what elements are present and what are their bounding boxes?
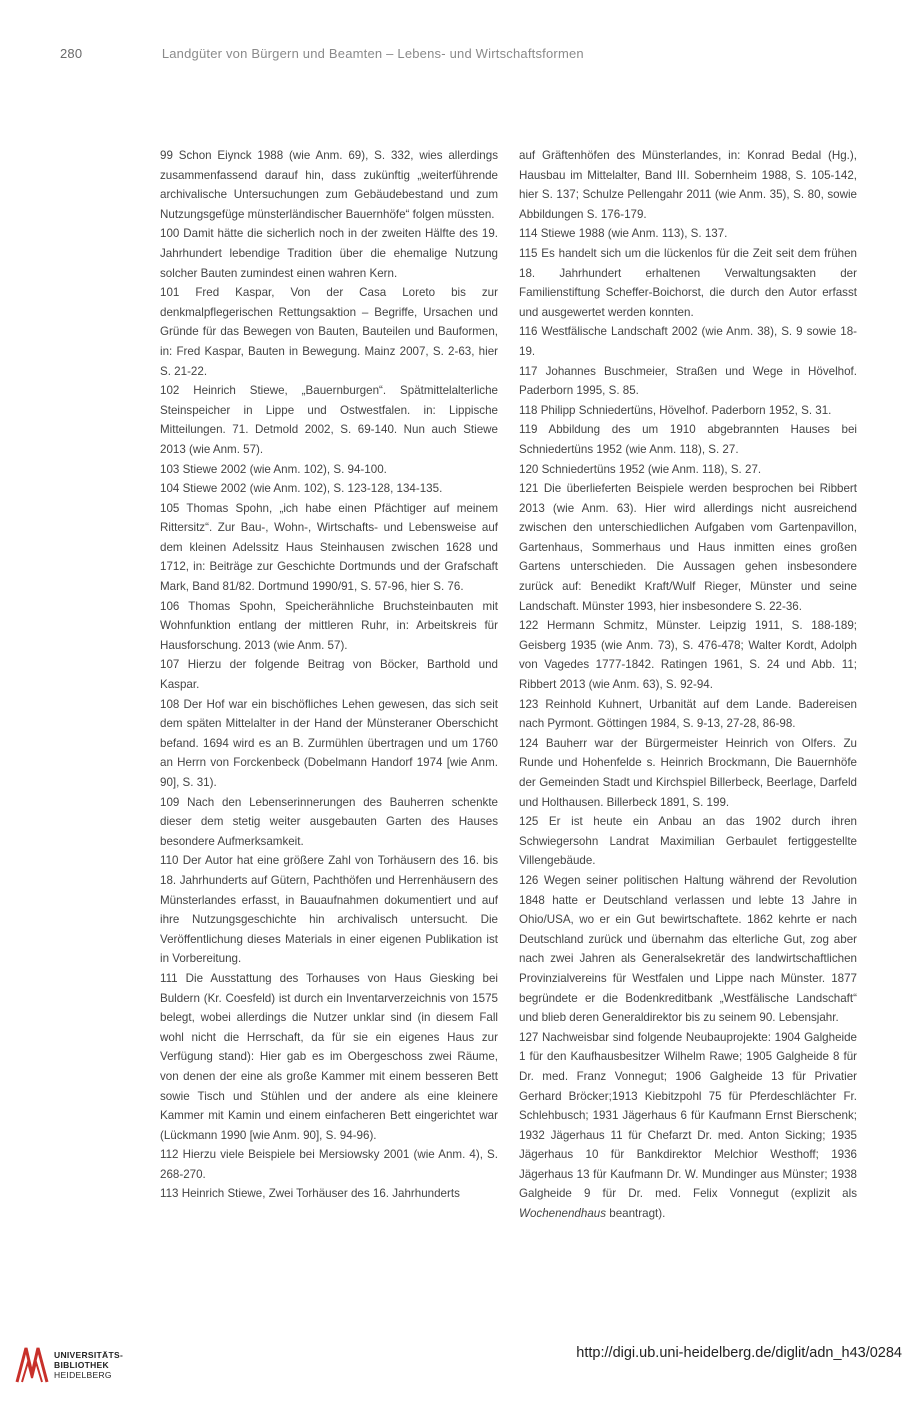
footnote: 119 Abbildung des um 1910 abgebrannten Hauses bei Schniedertüns 1952 (wie Anm. 118), S. 27. bbox=[519, 423, 857, 456]
running-title: Landgüter von Bürgern und Beamten – Lebens- und Wirtschaftsformen bbox=[161, 46, 584, 61]
footnotes-left-column bbox=[160, 146, 498, 1204]
footnote: 122 Hermann Schmitz, Münster. Leipzig 1911, S. 188-189; Geisberg 1935 (wie Anm. 73), S. 476-478; Walter Kordt, Adolph von Vagedes 1777-1842. Ratingen 1961, S. 24 und Abb. 11; Ribbert 2013 (wie Anm. 63), S. 92-94. bbox=[519, 619, 857, 692]
footnote: 115 Es handelt sich um die lückenlos für die Zeit seit dem frühen 18. Jahrhundert erhaltenen Verwaltungsakten der Familienstiftung Scheffer-Boichorst, die durch den Autor erfasst und ausgewertet werden konnten. bbox=[519, 246, 857, 319]
footnote: 111 Die Ausstattung des Torhauses von Haus Giesking bei Buldern (Kr. Coesfeld) ist durch ein Inventarverzeichnis von 1575 belegt, wobei allerdings die Nutzer unklar sind (in diesem Fall wohl nicht die Herrschaft, da für sie ein eigenes Haus zur Verfügung stand): Hier gab es im Obergeschoss zwei Räume, von denen der eine als große Kammer mit einem besseren Bett sowie Tisch und Stühlen und der andere als eine kleinere Kammer mit Kamin und einem einfacheren Bett eingerichtet war (Lückmann 1990 [wie Anm. 90], S. 94-96). bbox=[160, 971, 498, 1142]
page-number: 280 bbox=[60, 46, 83, 61]
footnote: 123 Reinhold Kuhnert, Urbanität auf dem Lande. Badereisen nach Pyrmont. Göttingen 1984, S. 9-13, 27-28, 86-98. bbox=[519, 697, 857, 731]
footnote: 109 Nach den Lebenserinnerungen des Bauherren schenkte dieser dem stetig weiter ausgebauten Garten des Hauses besondere Aufmerksamkeit. bbox=[160, 795, 498, 848]
footnote: 125 Er ist heute ein Anbau an das 1902 durch ihren Schwiegersohn Landrat Maximilian Gerbaulet fertiggestellte Villengebäude. bbox=[519, 815, 857, 868]
footnote-127-text: 127 Nachweisbar sind folgende Neubauprojekte: 1904 Galgheide 1 für den Kaufhausbesitzer Wilhelm Rawe; 1905 Galgheide 8 für Dr. med. Franz Vonnegut; 1906 Galgheide 13 für Privatier Gerhard Bröcker;1913 Kiebitzpohl 75 für Pferdeschlächter Fr. Schlehbusch; 1931 Jägerhaus 6 für Kaufmann Ernst Bierschenk; 1932 Jägerhaus 11 für Chefarzt Dr. med. Anton Sicking; 1935 Jägerhaus 10 für Bankdirektor Melchior Westhoff; 1936 Jägerhaus 13 für Kaufmann Dr. W. Mundinger aus Münster; 1938 Galgheide 9 für Dr. med. Felix Vonnegut (explizit als bbox=[519, 1030, 857, 1201]
logo-line-1: UNIVERSITÄTS- bbox=[54, 1350, 124, 1360]
footnote: 117 Johannes Buschmeier, Straßen und Wege in Hövelhof. Paderborn 1995, S. 85. bbox=[519, 364, 857, 398]
page-header bbox=[60, 46, 584, 61]
footnote: 118 Philipp Schniedertüns, Hövelhof. Paderborn 1952, S. 31. bbox=[519, 403, 832, 417]
footnote: 106 Thomas Spohn, Speicherähnliche Bruchsteinbauten mit Wohnfunktion entlang der mittleren Ruhr, in: Arbeitskreis für Hausforschung. 2013 (wie Anm. 57). bbox=[160, 599, 498, 652]
footnote: 101 Fred Kaspar, Von der Casa Loreto bis zur denkmalpflegerischen Rettungsaktion – Begriffe, Ursachen und Gründe für das Bewegen von Bauten, Bauteilen und Bauformen, in: Fred Kaspar, Bauten in Bewegung. Mainz 2007, S. 2-63, hier S. 21-22. bbox=[160, 286, 498, 378]
footnote: 105 Thomas Spohn, „ich habe einen Pfächtiger auf meinem Rittersitz“. Zur Bau-, Wohn-, Wirtschafts- und Lebensweise auf dem kleinen Adelssitz Haus Steinhausen zwischen 1628 und 1712, in: Beiträge zur Geschichte Dortmunds und der Grafschaft Mark, Band 81/82. Dortmund 1990/91, S. 57-96, hier S. 76. bbox=[160, 501, 498, 594]
footnote: 103 Stiewe 2002 (wie Anm. 102), S. 94-100. bbox=[160, 462, 387, 476]
footnote-127-tail: beantragt). bbox=[609, 1207, 666, 1221]
footnote: 107 Hierzu der folgende Beitrag von Böcker, Barthold und Kaspar. bbox=[160, 658, 498, 692]
library-logo-text bbox=[54, 1350, 123, 1380]
footnote: 99 Schon Eiynck 1988 (wie Anm. 69), S. 332, wies allerdings zusammenfassend darauf hin, dass zukünftig „weiterführende archivalische Untersuchungen zum Gebäudebestand und zum Nutzungsgefüge münsterländischer Bauernhöfe“ folgen müssten. bbox=[160, 149, 498, 221]
source-url-link[interactable]: http://digi.ub.uni-heidelberg.de/diglit/adn_h43/0284 bbox=[576, 1345, 902, 1361]
footnote: 110 Der Autor hat eine größere Zahl von Torhäusern des 16. bis 18. Jahrhunderts auf Gütern, Pachthöfen und Herrenhäusern des Münsterlandes erfasst, in Bauaufnahmen dokumentiert und auf ihre Nutzungsgeschichte hin archivalisch untersucht. Die Veröffentlichung dieses Materials in einer eigenen Publikation ist in Vorbereitung. bbox=[160, 854, 498, 966]
footnote: 113 Heinrich Stiewe, Zwei Torhäuser des 16. Jahrhunderts bbox=[160, 1187, 460, 1201]
footnote: 116 Westfälische Landschaft 2002 (wie Anm. 38), S. 9 sowie 18-19. bbox=[519, 325, 857, 358]
footnote: 126 Wegen seiner politischen Haltung während der Revolution 1848 hatte er Deutschland verlassen und lebte 13 Jahre in Ohio/USA, wo er ein Gut bewirtschaftete. 1862 kehrte er nach Deutschland zurück und übernahm das elterliche Gut, zog aber nach zwei Jahren als Generalsekretär des landwirtschaftlichen Provinzialvereins für Westfalen und Lippe nach Münster. 1877 begründete er die Bodenkreditbank „Westfälische Landschaft“ und blieb deren Generaldirektor bis zu seinem 90. Lebensjahr. bbox=[519, 873, 857, 1025]
library-logo-mark-icon bbox=[14, 1344, 50, 1384]
footnote: 120 Schniedertüns 1952 (wie Anm. 118), S. 27. bbox=[519, 462, 762, 476]
footnote-127-italic: Wochenendhaus bbox=[519, 1207, 607, 1221]
library-logo[interactable] bbox=[14, 1342, 154, 1386]
footnote: 124 Bauherr war der Bürgermeister Heinrich von Olfers. Zu Runde und Hohenfelde s. Heinrich Brockmann, Die Bauernhöfe der Gemeinden Stadt und Kirchspiel Billerbeck, Beerlage, Darfeld und Holthausen. Billerbeck 1891, S. 199. bbox=[519, 736, 857, 809]
footnote: auf Gräftenhöfen des Münsterlandes, in: Konrad Bedal (Hg.), Hausbau im Mittelalter, Band III. Sobernheim 1988, S. 105-142, hier S. 137; Schulze Pellengahr 2011 (wie Anm. 35), S. 80, sowie Abbildungen S. 176-179. bbox=[519, 149, 857, 221]
footnote: 102 Heinrich Stiewe, „Bauernburgen“. Spätmittelalterliche Steinspeicher in Lippe und Ostwestfalen. in: Lippische Mitteilungen. 71. Detmold 2002, S. 69-140. Nun auch Stiewe 2013 (wie Anm. 57). bbox=[160, 384, 498, 456]
logo-line-3: HEIDELBERG bbox=[54, 1370, 112, 1380]
footnote: 121 Die überlieferten Beispiele werden besprochen bei Ribbert 2013 (wie Anm. 63). Hier wird allerdings nicht ausreichend zwischen den unterschiedlichen Aufgaben vom Gartenpavillon, Gartenhaus, Sommerhaus und Haus inmitten eines großen Gartens unterschieden. Die Aussagen gehen insbesondere zurück auf: Benedikt Kraft/Wulf Rieger, Münster und seine Landschaft. Münster 1993, hier insbesondere S. 22-36. bbox=[519, 482, 857, 613]
logo-line-2: BIBLIOTHEK bbox=[54, 1360, 109, 1370]
footnote: 114 Stiewe 1988 (wie Anm. 113), S. 137. bbox=[519, 227, 728, 241]
footnote: 100 Damit hätte die sicherlich noch in der zweiten Hälfte des 19. Jahrhundert lebendige Tradition über die ehemalige Nutzung solcher Bauten zumindest einen wahren Kern. bbox=[160, 227, 498, 280]
footnote: 108 Der Hof war ein bischöfliches Lehen gewesen, das sich seit dem späten Mittelalter in der Hand der Münsteraner Oberschicht befand. 1694 wird es an B. Zurmühlen übertragen und um 1760 an Herrn von Forckenbeck (Dobelmann Handorf 1974 [wie Anm. 90], S. 31). bbox=[160, 697, 498, 789]
footnotes-right-column bbox=[519, 146, 857, 1224]
footnote: 112 Hierzu viele Beispiele bei Mersiowsky 2001 (wie Anm. 4), S. 268-270. bbox=[160, 1148, 498, 1181]
footnote-127 bbox=[519, 1028, 857, 1224]
footnote: 104 Stiewe 2002 (wie Anm. 102), S. 123-128, 134-135. bbox=[160, 482, 443, 496]
